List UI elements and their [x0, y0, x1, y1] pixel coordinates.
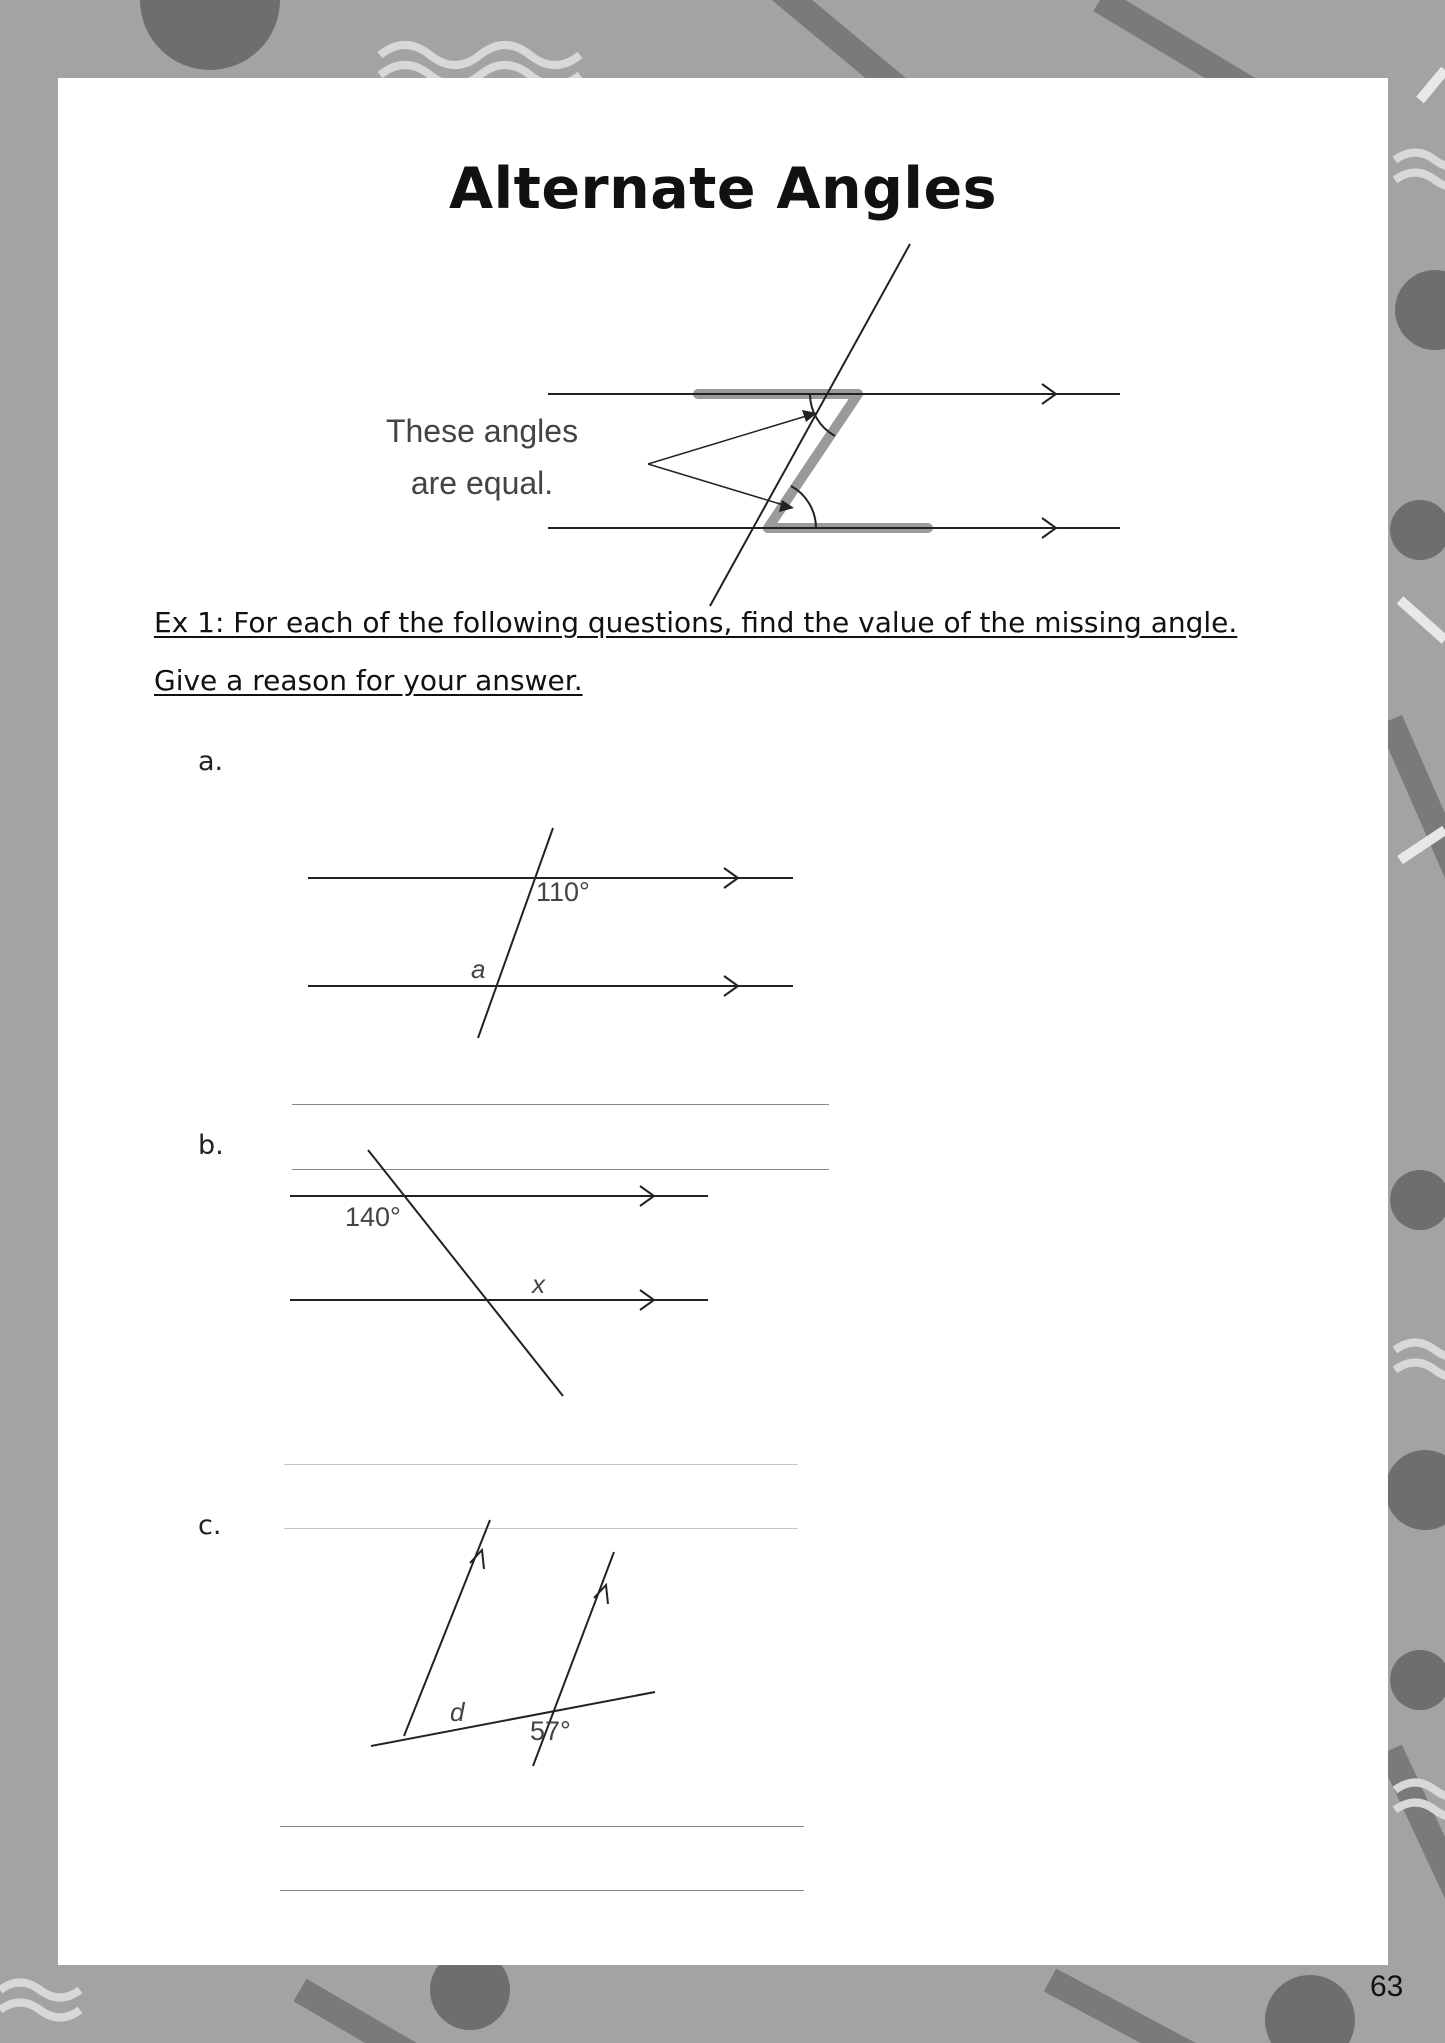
page-number: 63 — [1370, 1970, 1404, 2003]
question-c-label: c. — [198, 1510, 222, 1541]
pointer-line-bottom — [648, 464, 790, 507]
given-angle-label: 110° — [536, 877, 590, 907]
alternate-angles-diagram — [358, 228, 1158, 618]
answer-line[interactable] — [280, 1826, 804, 1827]
question-b-diagram — [288, 1108, 808, 1408]
question-a-diagram — [298, 738, 818, 1058]
exercise-instruction: Ex 1: For each of the following questions, find the value of the missing angle. — [154, 606, 1238, 639]
transversal-line — [710, 244, 910, 606]
transversal-line — [371, 1692, 655, 1746]
worksheet-page — [58, 78, 1388, 1965]
page-title: Alternate Angles — [448, 156, 998, 222]
equal-angles-label-line2: are equal. — [410, 465, 554, 501]
answer-line[interactable] — [280, 1890, 804, 1891]
question-c-diagram — [358, 1508, 758, 1868]
unknown-angle-label: a — [471, 954, 486, 984]
question-b-label: b. — [198, 1130, 224, 1161]
exercise-instruction-reason: Give a reason for your answer. — [154, 664, 583, 697]
question-a-label: a. — [198, 746, 224, 777]
given-angle-label: 140° — [345, 1202, 401, 1232]
unknown-angle-label: x — [532, 1269, 545, 1299]
parallel-line-left — [404, 1520, 490, 1736]
answer-line[interactable] — [284, 1464, 798, 1465]
equal-angles-label-line1: These angles — [385, 413, 579, 449]
pointer-line-top — [648, 414, 813, 464]
transversal-line — [478, 828, 553, 1038]
answer-line[interactable] — [292, 1104, 829, 1105]
given-angle-label: 57° — [530, 1716, 571, 1746]
unknown-angle-label: d — [450, 1697, 465, 1727]
